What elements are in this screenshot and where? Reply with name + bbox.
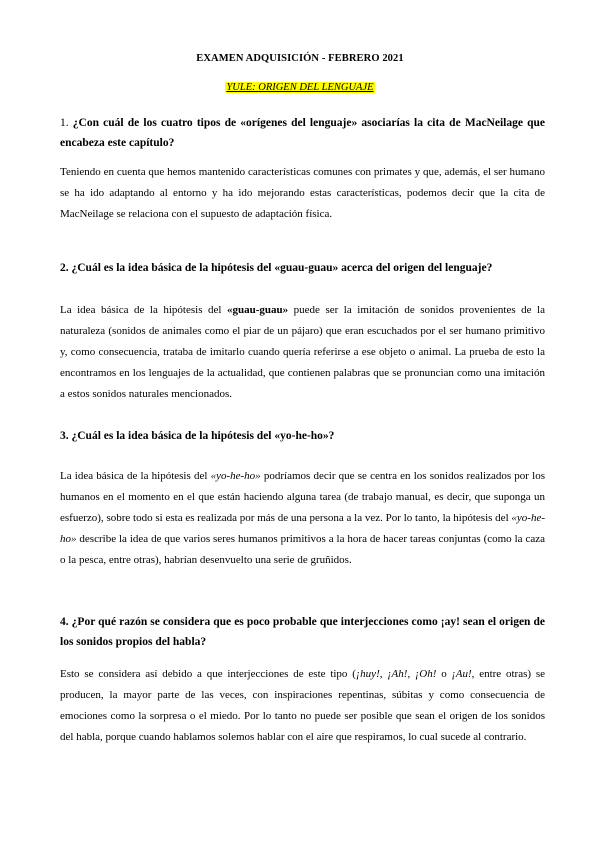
answer-2-intro: La idea básica de la hipótesis del [60, 304, 227, 316]
answer-2-body: puede ser la imitación de sonidos provenientes de la naturaleza (sonidos de animales como el piar de un pájaro) que eran escuchados por el ser humano primitivo y, como consecuencia, trataba de imitarlo cuando quería referirse a ese objeto o animal. La prueba de esto la encontramos en los lenguajes de la actualidad, que contienen palabras que se pronuncian como una imitación a estos sonidos naturales mencionados. [60, 304, 545, 400]
question-1-number: 1. [60, 117, 69, 129]
document-subtitle [0, 82, 600, 93]
answer-3 [60, 466, 545, 571]
separator: , [379, 668, 388, 680]
answer-3-end: describe la idea de que varios seres humanos primitivos a la hora de hacer tareas conjuntas (como la caza o la pesca, entre otras), habrían desenvuelto una serie de gruñidos. [60, 533, 545, 566]
answer-3-term: «yo-he-ho» [210, 470, 261, 482]
answer-4-body: , entre otras) se producen, la mayor parte de las veces, con inspiraciones repentinas, súbitas y como consecuencia de emociones como la sorpresa o el miedo. Por lo tanto no puede ser posible que sean el origen de los sonidos del habla, porque cuando hablamos solemos hablar con el aire que respiramos, lo cual sucede al contrario. [60, 668, 545, 743]
subtitle-highlight: YULE: ORIGEN DEL LENGUAJE [226, 82, 374, 93]
question-1 [60, 113, 545, 153]
document-title: EXAMEN ADQUISICIÓN - FEBRERO 2021 [196, 53, 404, 64]
answer-3-middle: podríamos decir que se centra en los sonidos realizados por los humanos en el momento en el que están haciendo alguna tarea (de trabajo manual, es decir, que suponga un esfuerzo), sobre todo si esta es realizada por más de una persona a la vez. Por lo tanto, la hipótesis del [60, 470, 545, 524]
interjection-ah: ¡Ah! [387, 668, 408, 680]
answer-2 [60, 300, 545, 405]
answer-3-term-repeat: «yo-he-ho» [60, 512, 545, 545]
interjection-huy: ¡huy! [355, 668, 380, 680]
separator: o [436, 668, 452, 680]
answer-4-intro: Esto se considera así debido a que interjecciones de este tipo ( [60, 668, 356, 680]
answer-2-term: «guau-guau» [226, 304, 289, 316]
question-2: 2. ¿Cuál es la idea básica de la hipótesis del «guau-guau» acerca del origen del lenguaje? [60, 262, 493, 274]
answer-4 [60, 664, 545, 748]
question-3: 3. ¿Cuál es la idea básica de la hipótesis del «yo-he-ho»? [60, 430, 335, 442]
interjection-oh: ¡Oh! [415, 668, 437, 680]
answer-3-intro: La idea básica de la hipótesis del [60, 470, 211, 482]
answer-1: Teniendo en cuenta que hemos mantenido características comunes con primates y que, además, el ser humano se ha ido adaptando al entorno y ha ido mejorando estas características, podemos decir que la cita de MacNeilage se relaciona con el supuesto de adaptación física. [60, 166, 545, 220]
separator: , [407, 668, 415, 680]
question-4: 4. ¿Por qué razón se considera que es poco probable que interjecciones como ¡ay! sean el origen de los sonidos propios del habla? [60, 616, 545, 648]
question-1-text: ¿Con cuál de los cuatro tipos de «orígenes del lenguaje» asociarías la cita de MacNeilage que encabeza este capítulo? [60, 117, 545, 149]
interjection-au: ¡Au! [451, 668, 472, 680]
